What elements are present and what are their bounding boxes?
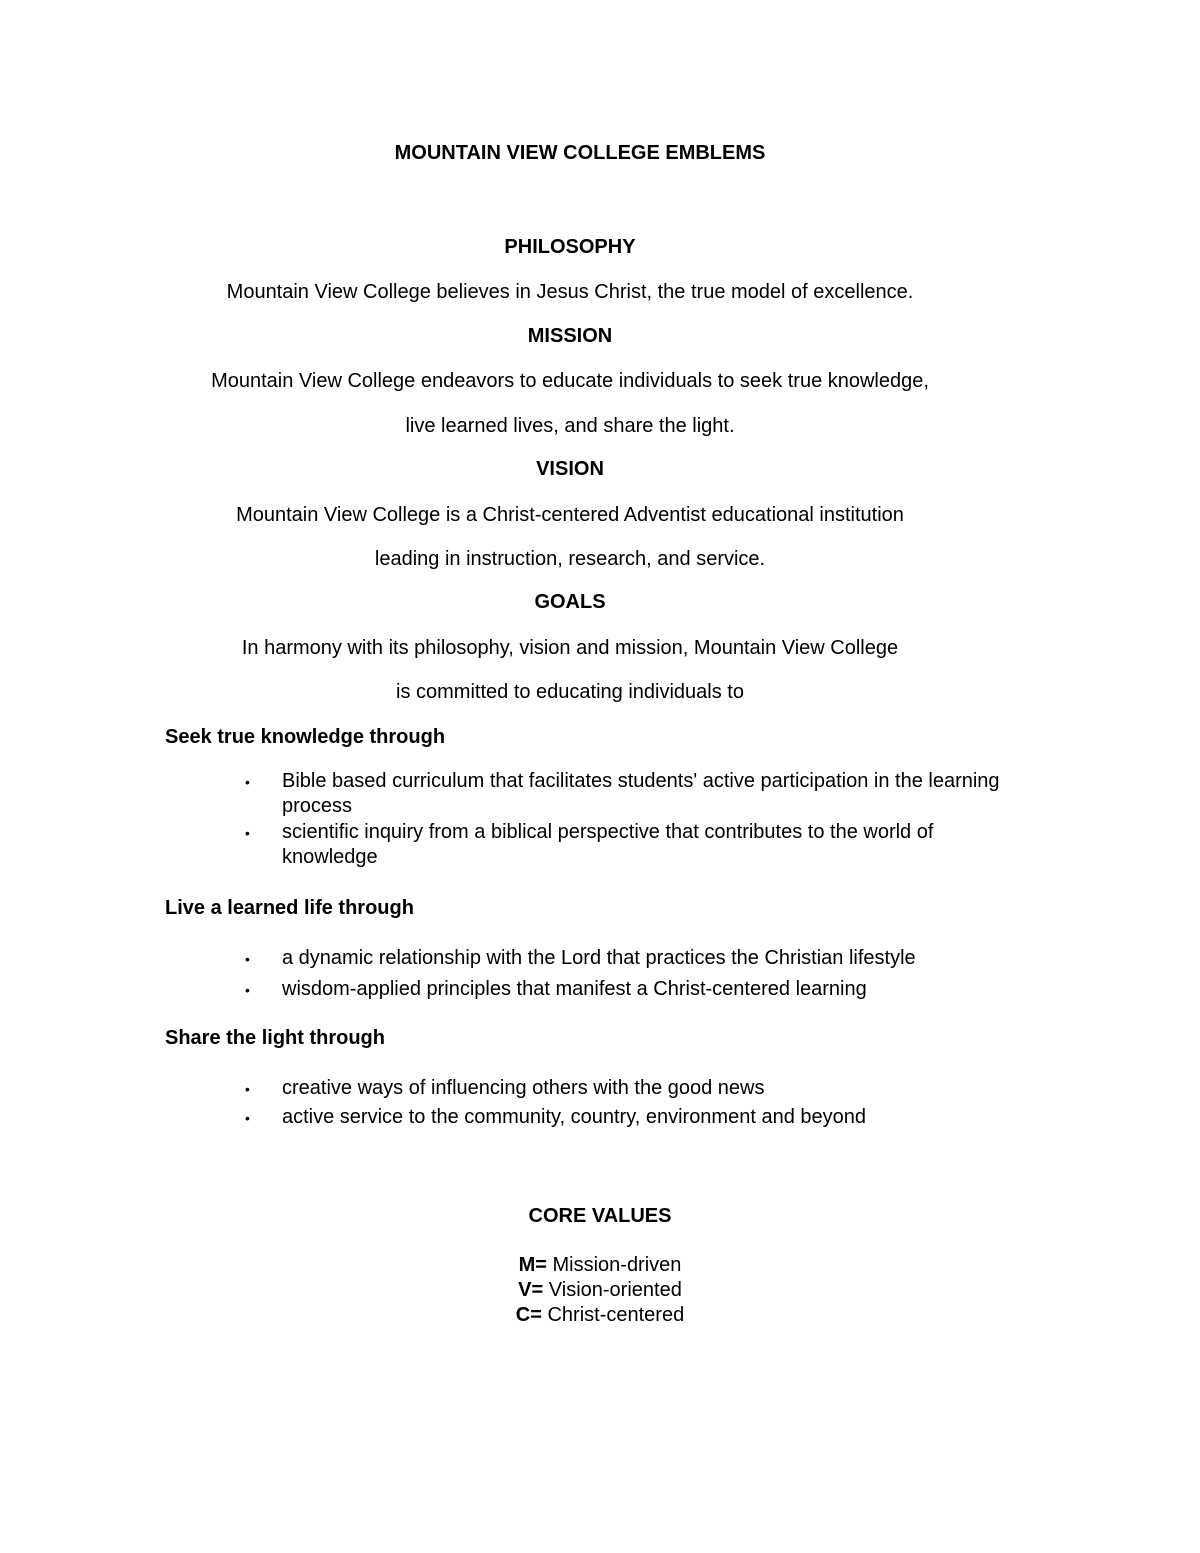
core-value-item: [0, 1303, 1200, 1328]
bullet-icon: •: [245, 982, 250, 998]
bullet-icon: •: [245, 951, 250, 967]
philosophy-heading: PHILOSOPHY: [504, 236, 636, 258]
goal-list-item: Bible based curriculum that facilitates students' active participation in the learning process: [282, 770, 1000, 817]
core-value-text: Vision-oriented: [548, 1279, 682, 1301]
goal-section-heading: Seek true knowledge through: [165, 726, 446, 748]
core-values-heading: CORE VALUES: [528, 1205, 672, 1227]
bullet-icon: •: [245, 1110, 250, 1126]
goal-section-heading: Live a learned life through: [165, 897, 414, 919]
goals-heading: GOALS: [534, 591, 606, 613]
goal-list-item: wisdom-applied principles that manifest a Christ-centered learning: [282, 978, 867, 1000]
mission-heading: MISSION: [527, 325, 613, 347]
bullet-icon: •: [245, 1081, 250, 1097]
core-value-key: M=: [518, 1254, 547, 1276]
mission-text-line1: Mountain View College endeavors to educate individuals to seek true knowledge,: [211, 370, 929, 392]
vision-text-line1: Mountain View College is a Christ-centered Adventist educational institution: [236, 504, 904, 526]
mission-text-line2: live learned lives, and share the light.: [405, 415, 735, 437]
goals-text-line2: is committed to educating individuals to: [396, 681, 744, 703]
goal-list-item: a dynamic relationship with the Lord that practices the Christian lifestyle: [282, 947, 916, 969]
goal-list-item: scientific inquiry from a biblical perspective that contributes to the world of knowledge: [282, 821, 934, 868]
goal-list-item: creative ways of influencing others with the good news: [282, 1077, 765, 1099]
core-value-item: [0, 1278, 1200, 1303]
goals-text-line1: In harmony with its philosophy, vision and mission, Mountain View College: [241, 637, 899, 659]
vision-text-line2: leading in instruction, research, and service.: [374, 548, 766, 570]
goal-list-item: active service to the community, country, environment and beyond: [282, 1106, 866, 1128]
core-value-text: Christ-centered: [547, 1304, 685, 1326]
bullet-icon: •: [245, 825, 250, 841]
core-value-key: V=: [518, 1279, 544, 1301]
philosophy-text: Mountain View College believes in Jesus Christ, the true model of excellence.: [226, 281, 914, 303]
bullet-icon: •: [245, 774, 250, 790]
core-value-text: Mission-driven: [552, 1254, 682, 1276]
core-value-item: [0, 1253, 1200, 1278]
page-title: MOUNTAIN VIEW COLLEGE EMBLEMS: [394, 142, 766, 164]
vision-heading: VISION: [536, 458, 604, 480]
goal-section-heading: Share the light through: [165, 1027, 385, 1049]
core-value-key: C=: [515, 1304, 542, 1326]
